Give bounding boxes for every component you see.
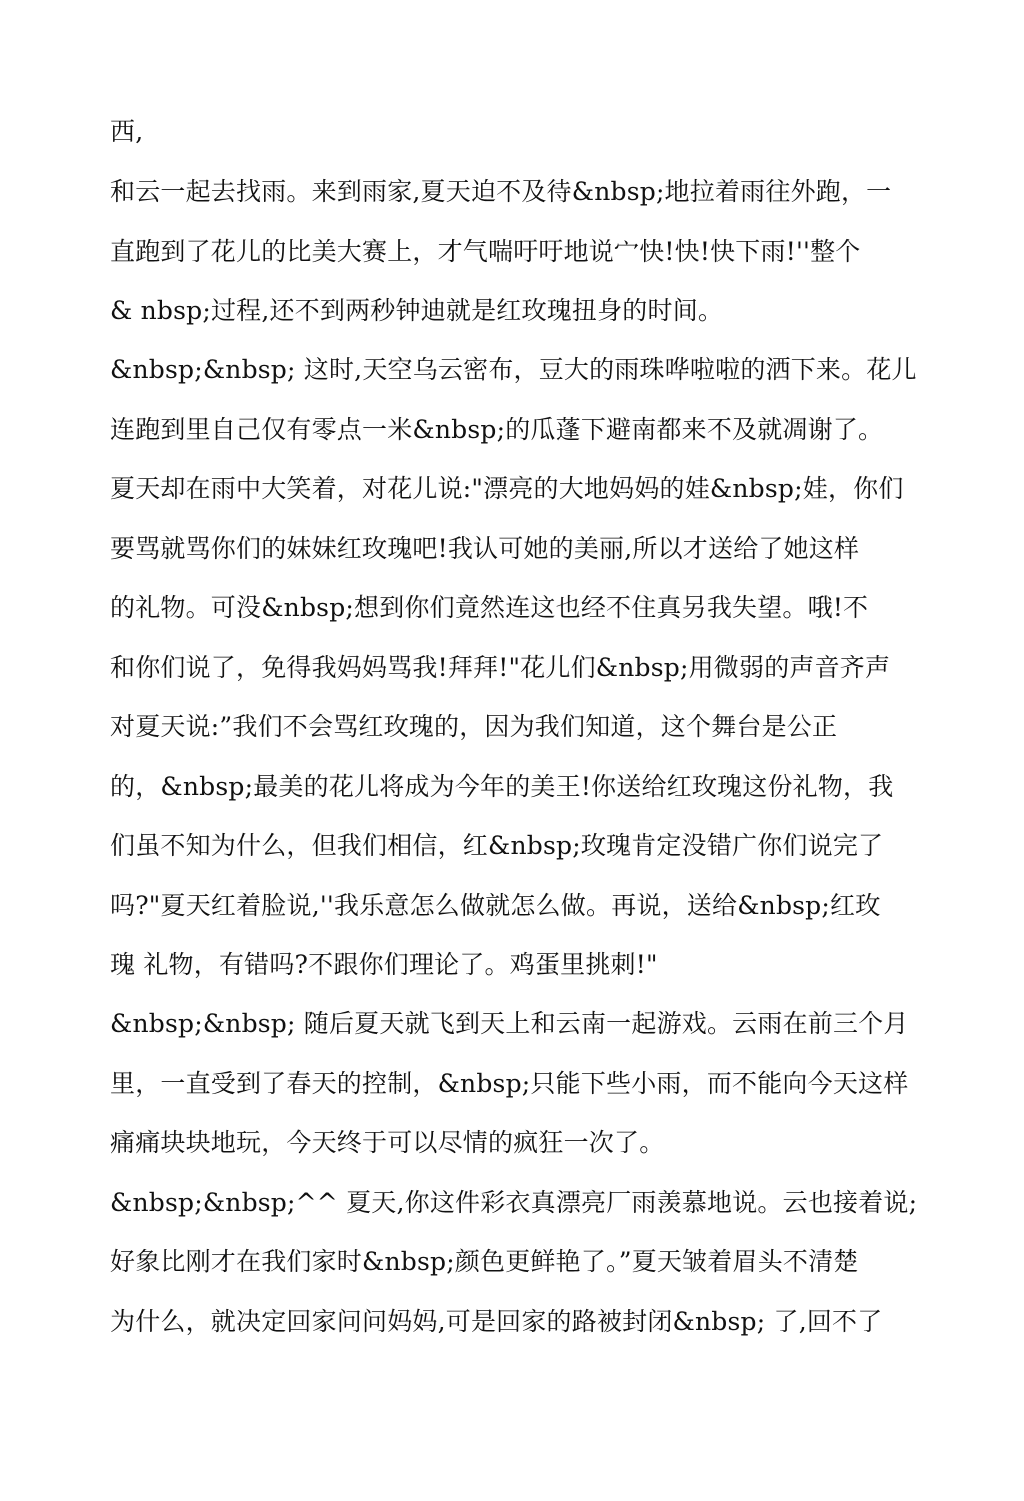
text-line: 里，一直受到了春天的控制，&nbsp;只能下些小雨，而不能向今天这样 — [110, 1069, 909, 1098]
text-line: 要骂就骂你们的妹妹红玫瑰吧!我认可她的美丽,所以才送给了她这样 — [110, 534, 860, 563]
text-line: 直跑到了花儿的比美大赛上，才气喘吁吁地说宀快!快!快下雨!''整个 — [110, 237, 861, 266]
text-line: 痛痛块块地玩，今天终于可以尽情的疯狂一次了。 — [110, 1128, 665, 1157]
text-line: 对夏天说:”我们不会骂红玫瑰的，因为我们知道，这个舞台是公正 — [110, 712, 838, 741]
text-line: & nbsp;过程,还不到两秒钟迪就是红玫瑰扭身的时间。 — [110, 296, 724, 325]
text-line: 瑰 礼物，有错吗?不跟你们理论了。鸡蛋里挑刺!" — [110, 950, 658, 979]
text-line: 吗?"夏天红着脸说,''我乐意怎么做就怎么做。再说，送给&nbsp;红玫 — [110, 891, 881, 920]
text-line: 连跑到里自己仅有零点一米&nbsp;的瓜蓬下避南都来不及就凋谢了。 — [110, 415, 884, 444]
text-line: 和云一起去找雨。来到雨家,夏天迫不及待&nbsp;地拉着雨往外跑，一 — [110, 177, 892, 206]
text-line: 西, — [110, 117, 144, 146]
text-line: 为什么，就决定回家问问妈妈,可是回家的路被封闭&nbsp; 了,回不了 — [110, 1307, 883, 1336]
text-line: 的礼物。可没&nbsp;想到你们竟然连这也经不住真另我失望。哦!不 — [110, 593, 869, 622]
text-line: &nbsp;&nbsp; 这时,天空乌云密布，豆大的雨珠哗啦啦的洒下来。花儿 — [110, 355, 917, 384]
text-line: &nbsp;&nbsp;^^ 夏天,你这件彩衣真漂亮厂雨羡慕地说。云也接着说; — [110, 1188, 918, 1217]
text-line: 们虽不知为什么，但我们相信，红&nbsp;玫瑰肯定没错广你们说完了 — [110, 831, 884, 860]
text-line: &nbsp;&nbsp; 随后夏天就飞到天上和云南一起游戏。云雨在前三个月 — [110, 1009, 909, 1038]
text-line: 和你们说了，免得我妈妈骂我!拜拜!"花儿们&nbsp;用微弱的声音齐声 — [110, 653, 891, 682]
text-line: 好象比刚才在我们家时&nbsp;颜色更鲜艳了。”夏天皱着眉头不清楚 — [110, 1247, 859, 1276]
text-line: 夏天却在雨中大笑着，对花儿说:"漂亮的大地妈妈的娃&nbsp;娃，你们 — [110, 474, 904, 503]
text-line: 的，&nbsp;最美的花儿将成为今年的美王!你送给红玫瑰这份礼物，我 — [110, 772, 894, 801]
